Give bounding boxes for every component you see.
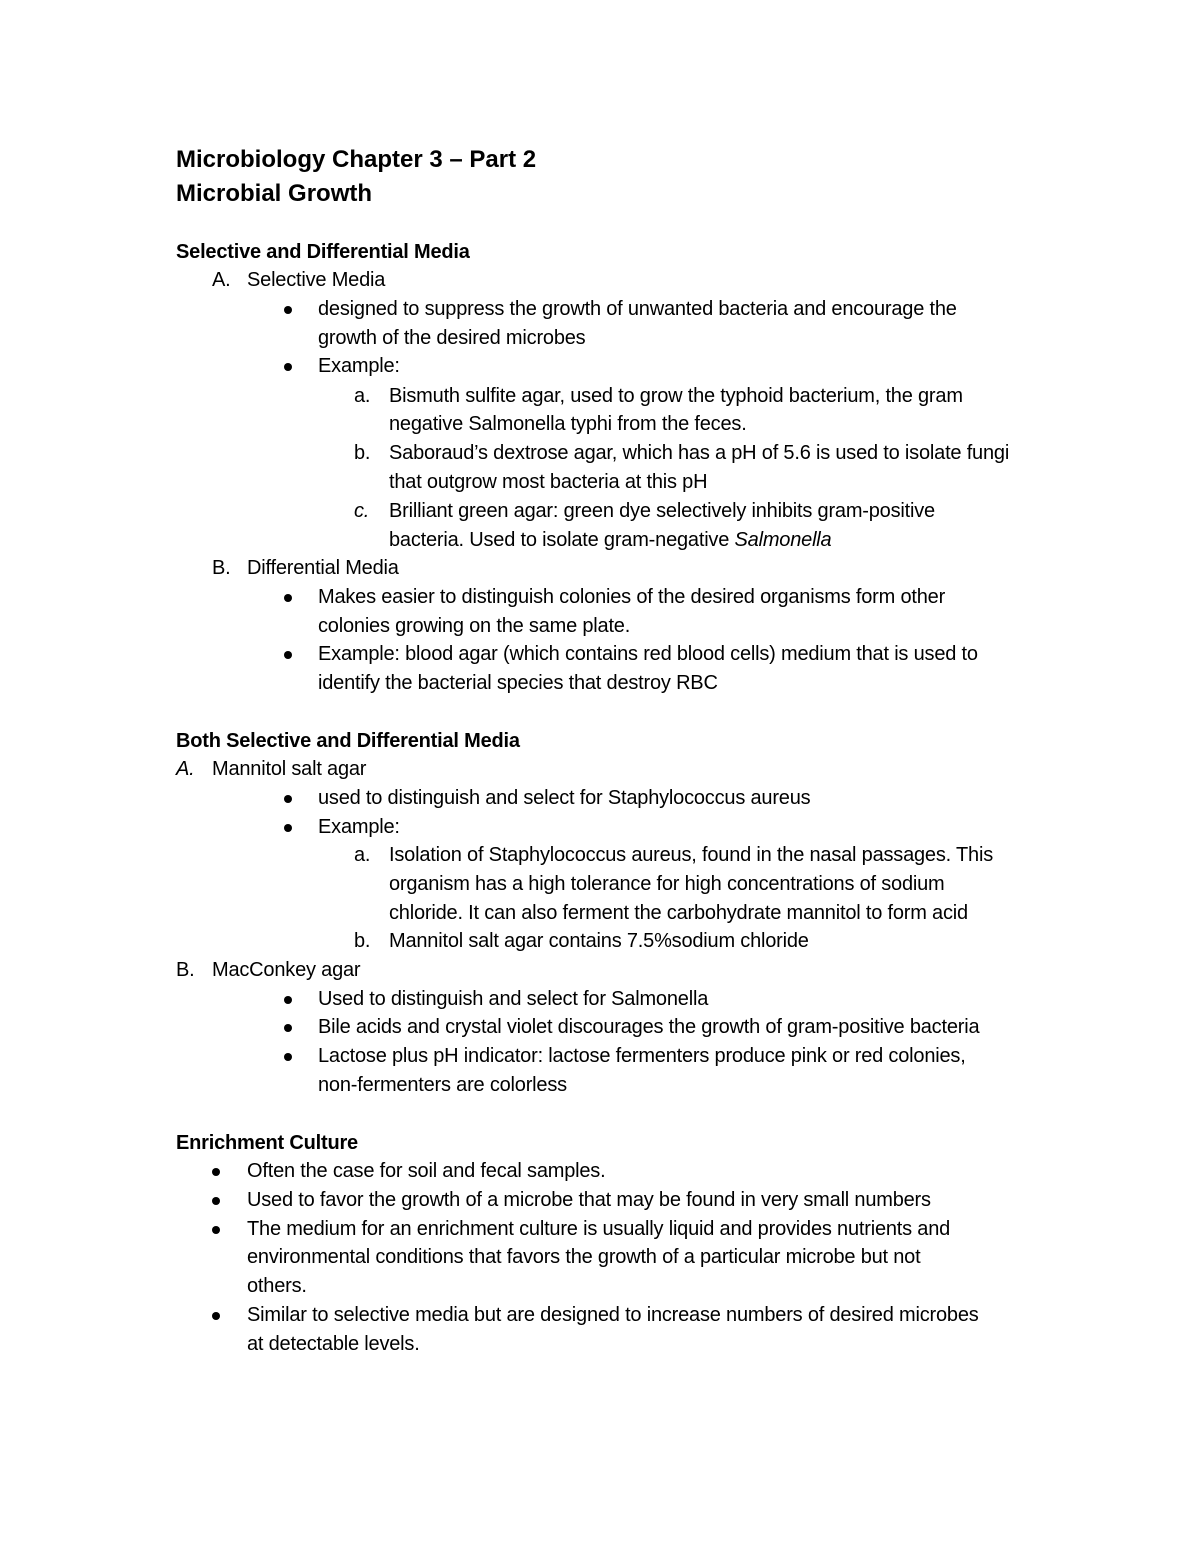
list-marker: A. — [176, 758, 195, 780]
list-item-text: colonies growing on the same plate. — [318, 615, 631, 637]
list-item-text: Lactose plus pH indicator: lactose fermenters produce pink or red colonies, — [318, 1045, 966, 1067]
list-item-text: identify the bacterial species that destroy RBC — [318, 672, 718, 694]
bullet-icon — [284, 1024, 292, 1032]
list-item-text: growth of the desired microbes — [318, 327, 586, 349]
list-marker: a. — [354, 385, 371, 407]
list-item-text: Bismuth sulfite agar, used to grow the typhoid bacterium, the gram — [389, 385, 963, 407]
bullet-icon — [284, 996, 292, 1004]
list-item-differential-media: Differential Media — [247, 557, 399, 579]
list-item-text: chloride. It can also ferment the carbohydrate mannitol to form acid — [389, 902, 968, 924]
list-item-text: Used to distinguish and select for Salmonella — [318, 988, 709, 1010]
list-item-text — [389, 526, 831, 554]
list-marker: A. — [212, 269, 231, 291]
list-item-text: Brilliant green agar: green dye selectively inhibits gram-positive — [389, 500, 935, 522]
section-heading-both-media: Both Selective and Differential Media — [176, 730, 520, 752]
list-item-text: environmental conditions that favors the growth of a particular microbe but not — [247, 1246, 921, 1268]
list-marker: B. — [212, 557, 231, 579]
bullet-icon — [284, 795, 292, 803]
bullet-icon — [284, 306, 292, 314]
list-item-text: at detectable levels. — [247, 1333, 420, 1355]
italic-term: Salmonella — [734, 529, 832, 551]
bullet-icon — [212, 1197, 220, 1205]
list-item-selective-media: Selective Media — [247, 269, 386, 291]
list-marker: b. — [354, 442, 371, 464]
list-item-text: Example: — [318, 816, 400, 838]
list-item-text: that outgrow most bacteria at this pH — [389, 471, 708, 493]
list-item-text: organism has a high tolerance for high concentrations of sodium — [389, 873, 945, 895]
bullet-icon — [212, 1312, 220, 1320]
list-marker: c. — [354, 500, 370, 522]
list-item-text: Often the case for soil and fecal samples. — [247, 1160, 606, 1182]
bullet-icon — [284, 594, 292, 602]
bullet-icon — [284, 363, 292, 371]
list-marker: B. — [176, 959, 195, 981]
list-item-text: designed to suppress the growth of unwanted bacteria and encourage the — [318, 298, 957, 320]
list-item-text: used to distinguish and select for Staphylococcus aureus — [318, 787, 811, 809]
list-item-text: non-fermenters are colorless — [318, 1074, 567, 1096]
list-item-text-plain: bacteria. Used to isolate gram-negative — [389, 529, 735, 551]
list-item-text: Similar to selective media but are designed to increase numbers of desired microbes — [247, 1304, 979, 1326]
list-item-text: The medium for an enrichment culture is usually liquid and provides nutrients and — [247, 1218, 951, 1240]
list-item-macconkey-agar: MacConkey agar — [212, 959, 361, 981]
list-item-text: Example: blood agar (which contains red blood cells) medium that is used to — [318, 643, 978, 665]
bullet-icon — [284, 1053, 292, 1061]
bullet-icon — [284, 651, 292, 659]
list-item-text: Saboraud’s dextrose agar, which has a pH of 5.6 is used to isolate fungi — [389, 442, 1010, 464]
list-item-text: Bile acids and crystal violet discourages the growth of gram-positive bacteria — [318, 1016, 980, 1038]
section-heading-selective-differential: Selective and Differential Media — [176, 241, 470, 263]
list-marker: b. — [354, 930, 371, 952]
list-item-text: Makes easier to distinguish colonies of the desired organisms form other — [318, 586, 946, 608]
section-heading-enrichment-culture: Enrichment Culture — [176, 1132, 358, 1154]
list-item-text: Used to favor the growth of a microbe that may be found in very small numbers — [247, 1189, 931, 1211]
bullet-icon — [284, 824, 292, 832]
document-subtitle: Microbial Growth — [176, 180, 373, 207]
document-title: Microbiology Chapter 3 – Part 2 — [176, 146, 537, 173]
list-marker: a. — [354, 844, 371, 866]
list-item-text: others. — [247, 1275, 307, 1297]
bullet-icon — [212, 1168, 220, 1176]
list-item-text: Example: — [318, 355, 400, 377]
list-item-text: negative Salmonella typhi from the feces. — [389, 413, 747, 435]
list-item-mannitol-salt-agar: Mannitol salt agar — [212, 758, 367, 780]
list-item-text: Isolation of Staphylococcus aureus, found in the nasal passages. This — [389, 844, 993, 866]
list-item-text: Mannitol salt agar contains 7.5%sodium chloride — [389, 930, 809, 952]
bullet-icon — [212, 1226, 220, 1234]
